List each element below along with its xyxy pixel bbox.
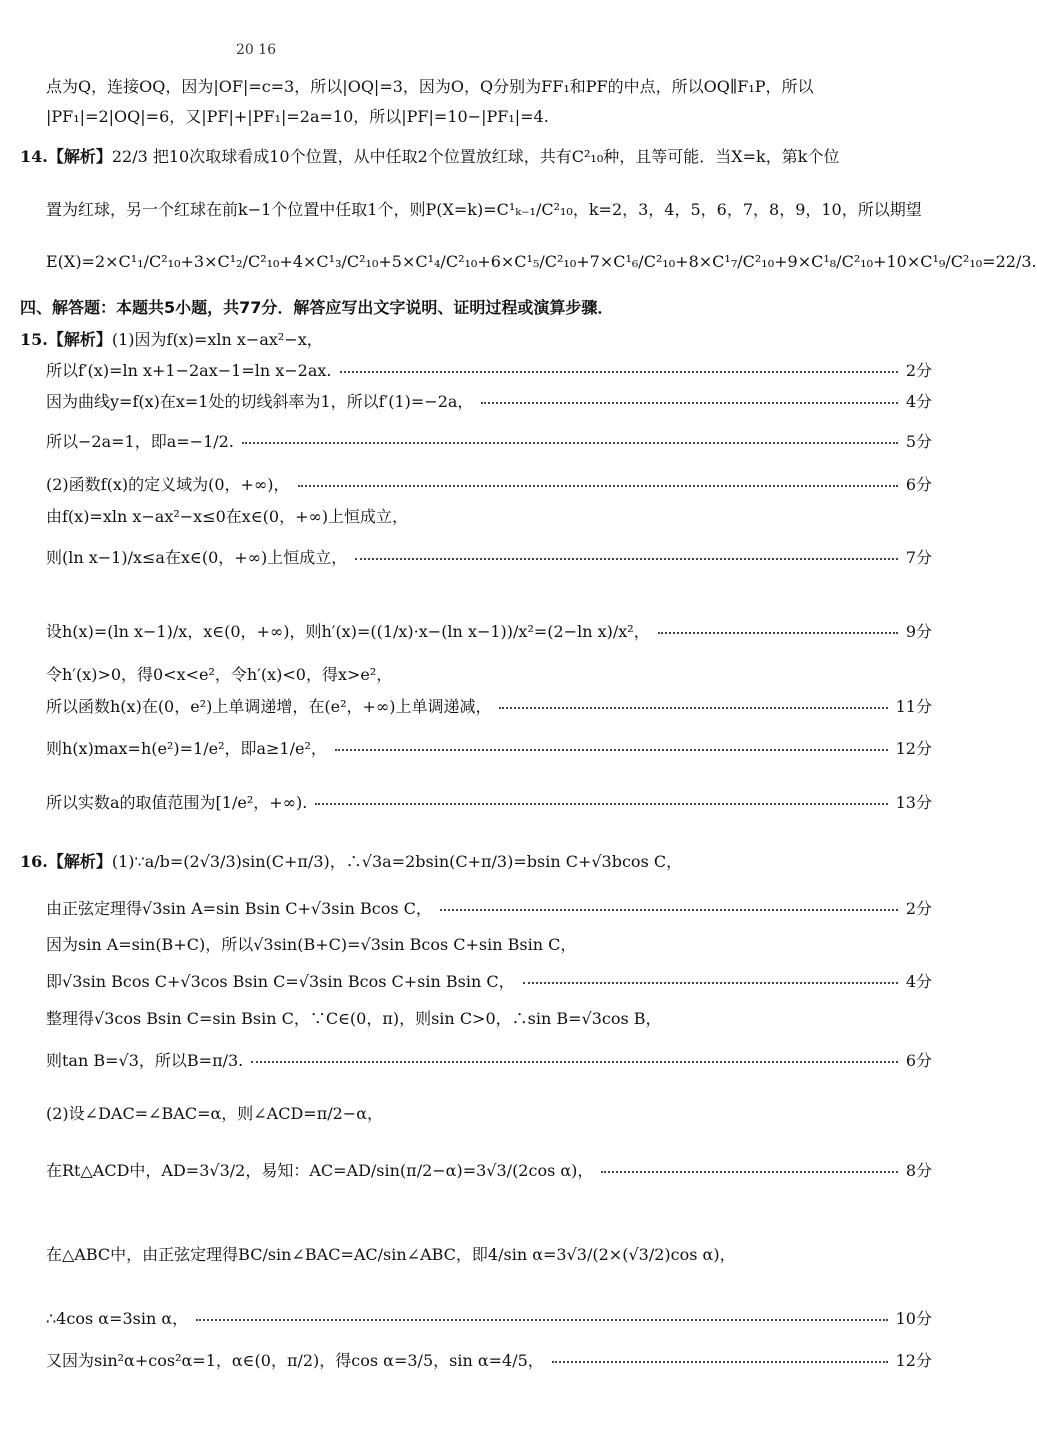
line-text: 令h′(x)>0，得0<x<e²，令h′(x)<0，得x>e²， [46, 664, 393, 684]
line-text: 在Rt△ACD中，AD=3√3/2，易知：AC=AD/sin(π/2−α)=3√3/(2cos α)， [46, 1160, 594, 1180]
analysis-label: 【解析】 [47, 851, 112, 871]
line-text: 所以−2a=1，即a=−1/2. [46, 431, 234, 451]
scored-step-line [46, 732, 932, 762]
leader-dots [481, 400, 897, 404]
line-text: 又因为sin²α+cos²α=1，α∈(0，π/2)，得cos α=3/5，sin α=4/5， [46, 1350, 544, 1370]
scored-step-line [46, 385, 932, 415]
line-text: 则(ln x−1)/x≤a在x∈(0，+∞)上恒成立， [46, 547, 348, 567]
line-text: 则tan B=√3，所以B=π/3. [46, 1050, 244, 1070]
leader-dots [552, 1359, 888, 1363]
score-mark: 7分 [905, 547, 932, 567]
scored-step-line [46, 1154, 932, 1184]
line-text: 在△ABC中，由正弦定理得BC/sin∠BAC=AC/sin∠ABC，即4/sin α=3√3/(2×(√3/2)cos α)， [46, 1244, 736, 1264]
text-line [46, 246, 1037, 276]
leader-dots [601, 1169, 897, 1173]
leader-dots [335, 747, 888, 751]
text-line [46, 1097, 932, 1127]
score-mark: 5分 [905, 431, 932, 451]
text-line [46, 500, 932, 530]
score-mark: 6分 [905, 474, 932, 494]
text-line [46, 70, 932, 100]
line-text: 因为sin A=sin(B+C)，所以√3sin(B+C)=√3sin Bcos C+sin Bsin C， [46, 934, 577, 954]
line-text: (2)设∠DAC=∠BAC=α，则∠ACD=π/2−α， [46, 1103, 384, 1123]
leader-dots [340, 369, 898, 373]
line-text: (2)函数f(x)的定义域为(0，+∞)， [46, 474, 290, 494]
scored-step-line [46, 1302, 932, 1332]
question-number: 16. [20, 851, 48, 871]
scored-step-line [46, 892, 932, 922]
score-mark: 2分 [905, 898, 932, 918]
text-line [46, 193, 932, 223]
score-mark: 9分 [905, 621, 932, 641]
score-mark: 13分 [895, 792, 932, 812]
leader-dots [355, 556, 898, 560]
score-mark: 12分 [895, 1350, 932, 1370]
line-text: |PF₁|=2|OQ|=6，又|PF|+|PF₁|=2a=10，所以|PF|=10−|PF₁|=4. [46, 106, 549, 126]
line-text: E(X)=2×C¹₁/C²₁₀+3×C¹₂/C²₁₀+4×C¹₃/C²₁₀+5×C¹₄/C²₁₀+6×C¹₅/C²₁₀+7×C¹₆/C²₁₀+8×C¹₇/C²₁₀+9×C¹₈/C²₁₀+10×C¹₉/C²₁₀=22/3. [46, 251, 1037, 271]
scored-step-line [46, 615, 932, 645]
text-line [46, 928, 932, 958]
line-text [20, 849, 682, 872]
line-text [20, 327, 323, 350]
scored-step-line [46, 1044, 932, 1074]
line-body: 22/3 把10次取球看成10个位置，从中任取2个位置放红球，共有C²₁₀种，且等可能．当X=k，第k个位 [111, 146, 840, 166]
line-text: ∴4cos α=3sin α， [46, 1308, 189, 1328]
leader-dots [298, 483, 898, 487]
line-text: 置为红球，另一个红球在前k−1个位置中任取1个，则P(X=k)=C¹ₖ₋₁/C²₁₀，k=2，3，4，5，6，7，8，9，10，所以期望 [46, 199, 922, 219]
line-text: 所以实数a的取值范围为[1/e²，+∞). [46, 792, 308, 812]
line-text: 由f(x)=xln x−ax²−x≤0在x∈(0，+∞)上恒成立， [46, 506, 409, 526]
analysis-label: 【解析】 [47, 146, 112, 166]
line-text: 所以函数h(x)在(0，e²)上单调递增，在(e²，+∞)上单调递减， [46, 696, 492, 716]
scored-step-line [46, 690, 932, 720]
leader-dots [315, 801, 887, 805]
analysis-label: 【解析】 [47, 329, 112, 349]
line-text: 即√3sin Bcos C+√3cos Bsin C=√3sin Bcos C+sin Bsin C， [46, 971, 515, 991]
score-mark: 4分 [905, 391, 932, 411]
text-line [46, 1238, 932, 1268]
score-mark: 6分 [905, 1050, 932, 1070]
text-line [20, 323, 932, 353]
leader-dots [196, 1317, 887, 1321]
text-line [46, 658, 932, 688]
leader-dots [499, 705, 887, 709]
score-mark: 4分 [905, 971, 932, 991]
line-text: 则h(x)max=h(e²)=1/e²，即a≥1/e²， [46, 738, 327, 758]
scored-step-line [46, 1344, 932, 1374]
leader-dots [251, 1059, 898, 1063]
score-mark: 11分 [895, 696, 932, 716]
scored-step-line [46, 468, 932, 498]
scored-step-line [46, 786, 932, 816]
line-text: 设h(x)=(ln x−1)/x，x∈(0，+∞)，则h′(x)=((1/x)·x−(ln x−1))/x²=(2−ln x)/x²， [46, 621, 650, 641]
question-number: 14. [20, 146, 48, 166]
scored-step-line [46, 354, 932, 384]
line-text [20, 144, 839, 167]
section-title: 四、解答题：本题共5小题，共77分．解答应写出文字说明、证明过程或演算步骤． [20, 298, 614, 317]
score-mark: 8分 [905, 1160, 932, 1180]
score-mark: 12分 [895, 738, 932, 758]
score-mark: 10分 [895, 1308, 932, 1328]
line-text: 因为曲线y=f(x)在x=1处的切线斜率为1，所以f′(1)=−2a， [46, 391, 474, 411]
line-body: (1)∵a/b=(2√3/3)sin(C+π/3)，∴√3a=2bsin(C+π/3)=bsin C+√3bcos C， [111, 851, 683, 871]
leader-dots [242, 440, 898, 444]
scored-step-line [46, 541, 932, 571]
text-line [20, 140, 932, 170]
line-body: (1)因为f(x)=xln x−ax²−x， [111, 329, 323, 349]
line-text: 由正弦定理得√3sin A=sin Bsin C+√3sin Bcos C， [46, 898, 432, 918]
line-text: 所以f′(x)=ln x+1−2ax−1=ln x−2ax. [46, 360, 332, 380]
question-number: 15. [20, 329, 48, 349]
line-text: 点为Q，连接OQ，因为|OF|=c=3，所以|OQ|=3，因为O，Q分别为FF₁和PF的中点，所以OQ∥F₁P，所以 [46, 76, 814, 96]
leader-dots [523, 980, 898, 984]
line-text: 整理得√3cos Bsin C=sin Bsin C，∵C∈(0，π)，则sin C>0，∴sin B=√3cos B， [46, 1008, 662, 1028]
leader-dots [658, 630, 898, 634]
top-fragment: 20 16 [236, 42, 277, 58]
leader-dots [440, 907, 898, 911]
scored-step-line [46, 965, 932, 995]
text-line [46, 100, 932, 130]
score-mark: 2分 [905, 360, 932, 380]
scored-step-line [46, 425, 932, 455]
text-line [46, 1002, 932, 1032]
text-line [20, 845, 932, 875]
